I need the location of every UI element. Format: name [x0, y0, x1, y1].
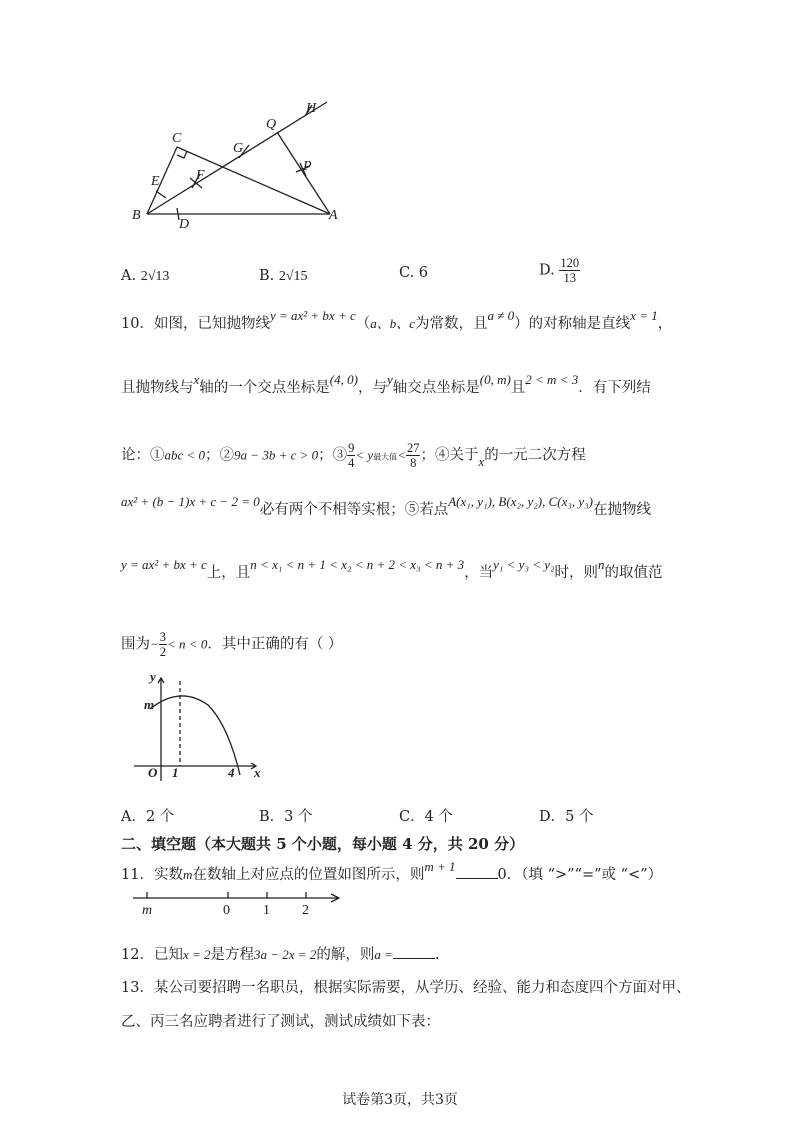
label-D: D: [179, 217, 190, 232]
label-m: m: [142, 903, 153, 918]
parabola-curve: [150, 696, 240, 775]
q9-option-b-value: 2√15: [278, 269, 308, 284]
ray-BH: [147, 102, 327, 214]
q13-line-1: 13．某公司要招聘一名职员，根据实际需要，从学历、经验、能力和态度四个方面对甲、: [121, 980, 691, 996]
q10-line-5: y = ax² + bx + c上，且n < x₁ < n + 1 < x₂ < n + 2 < x₃ < n + 3，当y₁ < y₃ < y₂时，则n的取值范: [121, 557, 663, 581]
q12-text: 12．已知x = 2是方程3a − 2x = 2的解，则a = .: [121, 944, 439, 965]
q10-line-4: ax² + (b − 1)x + c − 2 = 0必有两个不相等实根；⑤若点A(x₁, y₁), B(x₂, y₂), C(x₃, y₃)在抛物线: [121, 494, 651, 518]
label-0: 0: [223, 903, 230, 918]
label-1: 1: [263, 903, 270, 918]
section-heading: 二、填空题（本大题共 5 个小题，每小题 4 分，共 20 分）: [121, 835, 525, 853]
q10-option-a[interactable]: A．2 个: [121, 809, 175, 825]
label-B: B: [132, 208, 141, 223]
q9-option-a-value: 2√13: [140, 269, 170, 284]
label-x: x: [254, 765, 261, 780]
label-2: 2: [302, 903, 309, 918]
right-angle-mark: [177, 151, 187, 158]
triangle-figure: [120, 90, 350, 240]
label-H: H: [306, 101, 317, 116]
label-C: C: [172, 131, 182, 146]
q10-option-c[interactable]: C．4 个: [399, 809, 453, 825]
q12-answer-blank[interactable]: [393, 944, 435, 959]
arc-mark-E: [156, 191, 166, 198]
label-G: G: [233, 141, 244, 156]
label-O: O: [148, 765, 158, 780]
q9-option-d[interactable]: D. $\frac{120}{13}$: [539, 256, 580, 285]
q9-option-a[interactable]: A. 2√13: [121, 268, 170, 284]
q9-option-d-fraction: $\frac{120}{13}$: [560, 256, 580, 285]
label-E: E: [151, 174, 160, 189]
q11-answer-blank[interactable]: [456, 864, 498, 879]
q10-option-d[interactable]: D．5 个: [539, 809, 594, 825]
label-4: 4: [228, 765, 235, 780]
q10-option-b[interactable]: B．3 个: [259, 809, 313, 825]
q10-line-2: 且抛物线与x轴的一个交点坐标是(4, 0)，与y轴交点坐标是(0, m)且2 < m < 3．有下列结: [121, 372, 651, 396]
page-footer: 试卷第3页，共3页: [342, 1092, 458, 1108]
label-m: m: [144, 697, 155, 712]
label-A: A: [329, 208, 338, 223]
q9-option-b[interactable]: B. 2√15: [259, 268, 308, 284]
q11-text: 11．实数m在数轴上对应点的位置如图所示，则m + 10．（填 “>”“=”或 “<”）: [121, 859, 663, 883]
q9-option-c-value: 6: [418, 265, 429, 281]
q10-line-1: 10．如图，已知抛物线y = ax² + bx + c（a、b、c为常数，且a ≠ 0）的对称轴是直线x = 1，: [121, 308, 673, 332]
label-1: 1: [172, 765, 179, 780]
q13-line-2: 乙、丙三名应聘者进行了测试，测试成绩如下表：: [121, 1014, 440, 1030]
q10-line-6: 围为− $\frac{3}{2}$ < n < 0．其中正确的有（ ）: [121, 630, 343, 659]
label-P: P: [303, 159, 312, 174]
number-line: [125, 890, 350, 918]
q10-line-3: 论：①abc < 0；②9a − 3b + c > 0；③ $\frac{9}{4}$ < y最大值< $\frac{27}{8}$ ；④关于x的一元二次方程: [121, 441, 586, 470]
parabola-figure: [128, 665, 268, 785]
label-F: F: [196, 168, 205, 183]
label-Q: Q: [266, 117, 277, 132]
q9-option-c[interactable]: C. 6: [399, 265, 429, 281]
label-y: y: [150, 669, 156, 684]
